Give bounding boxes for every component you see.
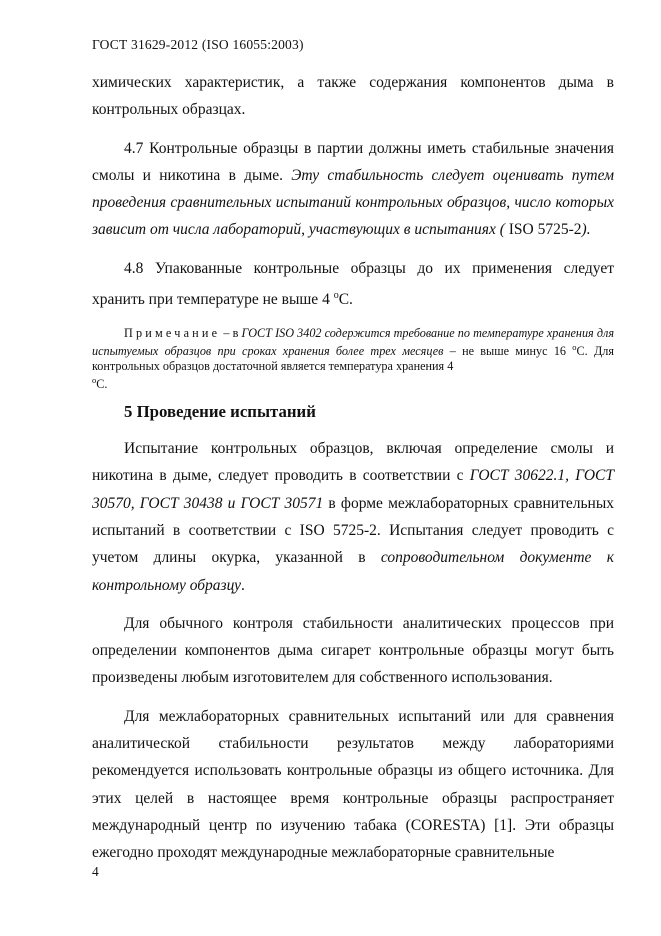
paragraph-continuation: химических характеристик, а также содержания компонентов дыма в контрольных образцах.: [92, 74, 614, 119]
body-text-upper: [92, 69, 614, 866]
page-number: 4: [92, 864, 99, 879]
paragraph-4-8: 4.8 Упакованные контрольные образцы до их применения следует хранить при температуре не выше 4 $^o$С.: [92, 259, 614, 309]
document-header: ГОСТ 31629-2012 (ISO 16055:2003): [92, 37, 304, 52]
section-heading: 5 Проведение испытаний: [124, 402, 316, 422]
paragraph-4-7-italic: Эту стабильность следует оценивать путем проведения сравнительных испытаний контрольных образцов, число которых зависит от числа лабораторий, участвующих в испытаниях (: [92, 166, 614, 239]
note-label: Примечание: [124, 325, 221, 340]
paragraph-control: Для обычного контроля стабильности аналитических процессов при определении компонентов дыма сигарет контрольные образцы могут быть произведены любым изготовителем для собственного использования.: [92, 614, 614, 687]
paragraph-interlab: Для межлабораторных сравнительных испытаний или для сравнения аналитической стабильности результатов между лабораториями рекомендуется использовать контрольные образцы из общего источника. Для этих целей в настоящее время контрольные образцы распространяет международный центр по изучению табака (CORESTA) [1]. Эти образцы ежегодно проходят международные межлабораторные сравнительные: [92, 707, 614, 862]
note-block: Примечание – в ГОСТ ISO 3402 содержится требование по температуре хранения для испытуемых образцов при сроках хранения более трех месяцев – не выше минус 16 $^o$С. Для контрольных образцов достаточной является температура хранения 4 $^o$С.: [92, 325, 614, 392]
paragraph-testing: Испытание контрольных образцов, включая определение смолы и никотина в дыме, следует проводить в соответствии с ГОСТ 30622.1, ГОСТ 30570, ГОСТ 30438 и ГОСТ 30571 в форме межлабораторных сравнительных испытаний в соответствии с ISO 5725-2. Испытания следует проводить с учетом длины окурка, указанной в сопроводительном документе к контрольному образцу.: [92, 440, 615, 594]
paragraph-4-7: 4.7 Контрольные образцы в партии должны иметь стабильные значения смолы и никотина в дыме. Эту стабильность следует оценивать путем проведения сравнительных испытаний контрольных образцов, число которых зависит от числа лабораторий, участвующих в испытаниях ( ISO 5725-2).: [92, 139, 614, 239]
